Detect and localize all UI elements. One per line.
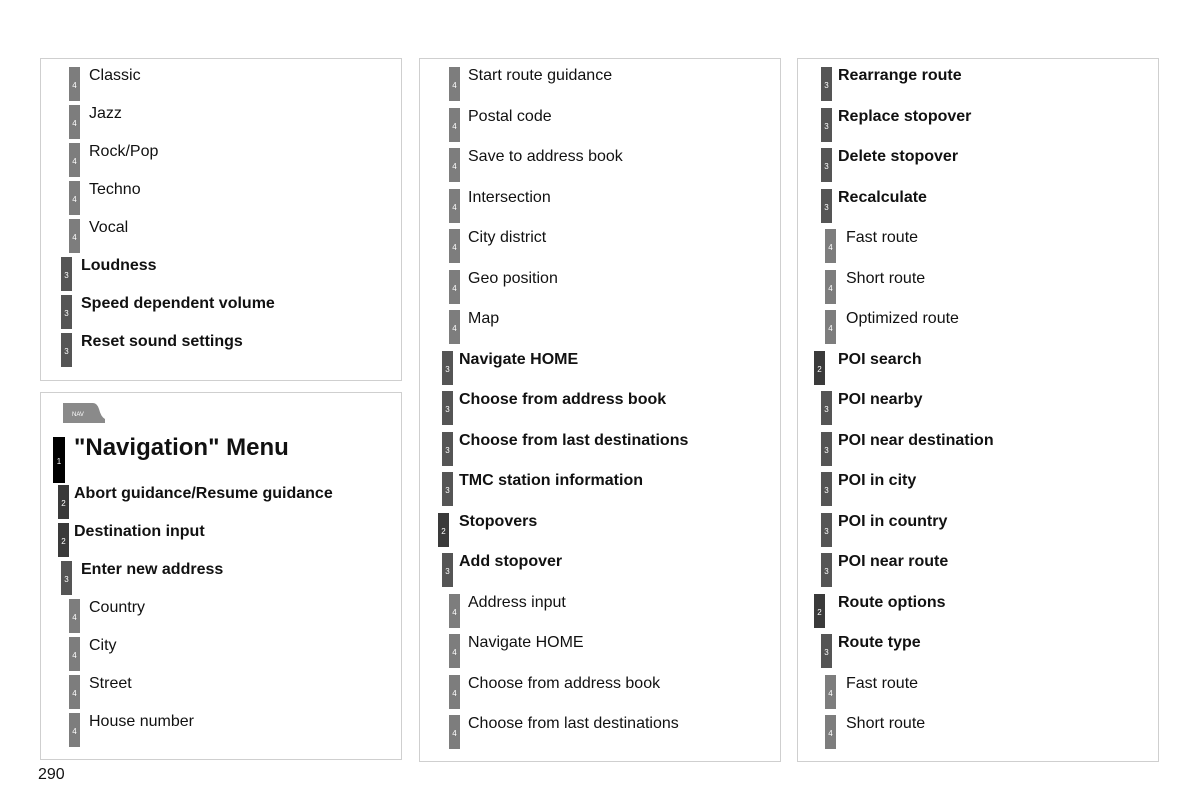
menu-item-label: Fast route (846, 675, 919, 692)
level-badge: 3 (821, 513, 832, 547)
menu-item-label: Short route (846, 270, 926, 287)
menu-item-label: Country (89, 599, 146, 616)
level-badge: 4 (449, 189, 460, 223)
nav-tab-label: NAV (72, 412, 84, 418)
level-badge: 3 (442, 432, 453, 466)
menu-item-label: Save to address book (468, 148, 623, 165)
level-badge: 3 (442, 472, 453, 506)
menu-item-label: Postal code (468, 108, 552, 125)
level-badge: 2 (814, 594, 825, 628)
level-badge: 4 (69, 105, 80, 139)
menu-item-label: Delete stopover (838, 148, 959, 165)
menu-item-label: POI in city (838, 472, 917, 489)
level-badge: 4 (69, 675, 80, 709)
menu-item-label: POI near destination (838, 432, 994, 449)
menu-item-label: Destination input (74, 523, 205, 540)
level-badge: 4 (69, 637, 80, 671)
level-badge: 4 (825, 715, 836, 749)
menu-item-label: Replace stopover (838, 108, 972, 125)
level-badge: 3 (442, 351, 453, 385)
menu-item-label: Intersection (468, 189, 551, 206)
level-badge: 2 (438, 513, 449, 547)
menu-item-label: City district (468, 229, 547, 246)
menu-item-label: POI near route (838, 553, 949, 570)
route-and-poi-panel (797, 58, 1159, 762)
menu-item-label: Jazz (89, 105, 122, 122)
level-badge: 3 (821, 391, 832, 425)
level-badge: 3 (821, 67, 832, 101)
menu-item-label: Route options (838, 594, 946, 611)
menu-item-label: Rearrange route (838, 67, 962, 84)
level-badge: 2 (58, 523, 69, 557)
menu-item-label: Recalculate (838, 189, 927, 206)
menu-item-label: Classic (89, 67, 141, 84)
level-badge: 4 (449, 148, 460, 182)
level-badge: 3 (442, 391, 453, 425)
menu-item-label: Vocal (89, 219, 129, 236)
level-badge: 4 (69, 181, 80, 215)
level-badge: 4 (449, 715, 460, 749)
menu-item-label: TMC station information (459, 472, 643, 489)
menu-item-label: Fast route (846, 229, 919, 246)
navigation-menu-panel (40, 392, 402, 760)
menu-item-label: Optimized route (846, 310, 959, 327)
menu-item-label: Short route (846, 715, 926, 732)
level-badge: 2 (814, 351, 825, 385)
menu-item-label: Navigate HOME (468, 634, 584, 651)
level-badge: 4 (449, 675, 460, 709)
menu-item-label: Navigate HOME (459, 351, 579, 368)
menu-item-label: Route type (838, 634, 921, 651)
menu-item-label: Enter new address (81, 561, 224, 578)
level-badge: 4 (825, 675, 836, 709)
level-badge: 3 (821, 148, 832, 182)
level-badge: 3 (821, 553, 832, 587)
menu-item-label: Start route guidance (468, 67, 613, 84)
level-badge: 4 (449, 229, 460, 263)
level-badge: 4 (825, 270, 836, 304)
level-badge: 3 (61, 295, 72, 329)
level-badge: 4 (69, 713, 80, 747)
level-badge: 4 (69, 143, 80, 177)
menu-item-label: House number (89, 713, 194, 730)
menu-item-label: Geo position (468, 270, 558, 287)
menu-item-label: POI search (838, 351, 922, 368)
level-badge: 4 (449, 634, 460, 668)
level-badge: 3 (821, 108, 832, 142)
menu-item-label: Choose from last destinations (459, 432, 689, 449)
page-number: 290 (38, 766, 65, 783)
level-badge: 4 (825, 310, 836, 344)
menu-item-label: Rock/Pop (89, 143, 159, 160)
sound-settings-panel (40, 58, 402, 381)
menu-item-label: Speed dependent volume (81, 295, 275, 312)
level-badge: 3 (61, 257, 72, 291)
level-badge: 3 (821, 634, 832, 668)
level-badge: 2 (58, 485, 69, 519)
menu-item-label: Techno (89, 181, 141, 198)
menu-item-label: Add stopover (459, 553, 563, 570)
level-badge: 3 (442, 553, 453, 587)
menu-item-label: Choose from address book (468, 675, 661, 692)
menu-item-label: Choose from last destinations (468, 715, 679, 732)
level-badge: 4 (449, 594, 460, 628)
level-badge: 4 (69, 219, 80, 253)
level-badge: 3 (61, 561, 72, 595)
menu-item-label: Stopovers (459, 513, 538, 530)
menu-item-label: Choose from address book (459, 391, 667, 408)
menu-item-label: Abort guidance/Resume guidance (74, 485, 333, 502)
menu-item-label: Street (89, 675, 132, 692)
menu-item-label: Reset sound settings (81, 333, 243, 350)
level-badge: 4 (449, 270, 460, 304)
level-badge: 4 (69, 67, 80, 101)
menu-item-label: POI in country (838, 513, 948, 530)
menu-item-label: City (89, 637, 117, 654)
level-badge: 1 (53, 437, 65, 483)
level-badge: 4 (69, 599, 80, 633)
menu-item-label: POI nearby (838, 391, 923, 408)
menu-item-label: Address input (468, 594, 566, 611)
menu-item-label: Loudness (81, 257, 157, 274)
level-badge: 3 (821, 472, 832, 506)
level-badge: 4 (449, 310, 460, 344)
menu-title: "Navigation" Menu (74, 434, 289, 461)
level-badge: 4 (449, 108, 460, 142)
level-badge: 3 (821, 432, 832, 466)
level-badge: 3 (821, 189, 832, 223)
nav-tab-icon (63, 403, 105, 423)
level-badge: 4 (825, 229, 836, 263)
navigation-menu-continued-panel (419, 58, 781, 762)
level-badge: 3 (61, 333, 72, 367)
level-badge: 4 (449, 67, 460, 101)
menu-item-label: Map (468, 310, 500, 327)
